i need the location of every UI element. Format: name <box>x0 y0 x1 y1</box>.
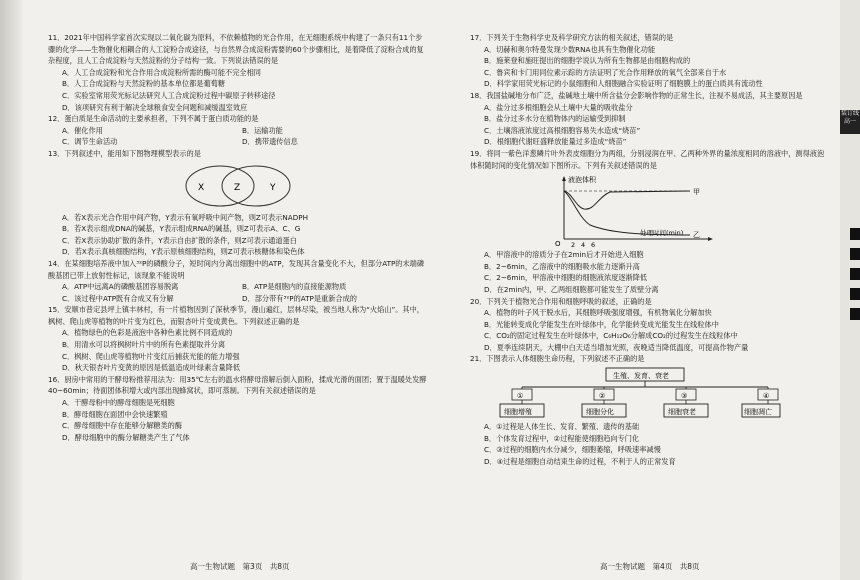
tree-num-1: ① <box>517 392 524 401</box>
tree-num-2: ② <box>599 392 606 401</box>
label-jia: 甲 <box>693 188 700 197</box>
option-19b: B．2~6min，乙溶液中的细胞吸水能力逐渐升高 <box>484 261 640 271</box>
option-21b: B．个体发育过程中，②过程能使细胞趋向专门化 <box>484 433 640 443</box>
venn-label-y: Y <box>270 182 276 193</box>
option-11a: A．人工合成淀粉和光合作用合成淀粉所需的酶可能不完全相同 <box>62 67 261 77</box>
question-11: 11．2021年中国科学家首次实现以二氧化碳为原料，不依赖植物的光合作用，在无细胞系统中构建了一条只有11个步骤的化学——生物催化相耦合的人工淀粉合成途径，与自然界合成淀粉需要的60个步骤相比，是着降低了淀粉合成的复杂程度，且人工合成淀粉与天然淀粉的分子结构一致。下列说法错误的是 <box>48 33 424 66</box>
option-12d: D．携带遗传信息 <box>242 137 298 147</box>
tick-4: 4 <box>581 241 586 250</box>
tick-2: 2 <box>571 241 576 250</box>
option-12a: A．催化作用 <box>62 125 103 135</box>
vacuole-volume-graph <box>550 173 720 250</box>
option-15b: B．用清水可以将枫树叶片中的所有色素提取并分离 <box>62 340 226 350</box>
question-17: 17．下列关于生物科学史及科学研究方法的相关叙述，错误的是 <box>470 33 674 42</box>
curve-jia <box>564 191 690 209</box>
option-18b: B．盐分过多水分在植物体内的运输受到抑制 <box>484 114 626 124</box>
option-13a: A．若X表示光合作用中间产物，Y表示有氧呼吸中间产物，则Z可表示NADPH <box>62 212 308 222</box>
question-21: 21．下图表示人体细胞生命历程，下列叙述不正确的是 <box>470 354 645 364</box>
edge-tab <box>850 228 860 240</box>
tree-label-1: 细胞增殖 <box>504 408 532 417</box>
option-16b: B．酵母细胞在面团中会快速繁殖 <box>62 409 168 419</box>
option-14b: B．ATP是细胞内的直接能源物质 <box>242 282 347 292</box>
option-15d: D．秋天银杏叶片变黄的原因是低温造成叶绿素含量降低 <box>62 363 241 373</box>
graph-xlabel: 处理时间(min) <box>640 229 684 238</box>
option-11b: B．人工合成淀粉与天然淀粉的基本单位都是葡萄糖 <box>62 79 226 89</box>
venn-diagram <box>178 162 298 210</box>
venn-circle-x <box>186 166 254 206</box>
question-20: 20．下列关于植物光合作用和细胞呼吸的叙述，正确的是 <box>470 296 652 306</box>
option-20a: A．植物的叶子风干脱水后，其细胞呼吸强度增强，有机物氧化分解加快 <box>484 308 712 318</box>
options-12-row2 <box>62 136 428 148</box>
edge-tab <box>850 248 860 260</box>
option-13c: C．若X表示协助扩散的条件，Y表示自由扩散的条件，则Z可表示通道蛋白 <box>62 235 297 245</box>
cell-life-diagram <box>504 367 780 419</box>
scan-left-shadow <box>0 0 22 580</box>
tree-label-3: 细胞衰老 <box>668 408 696 417</box>
right-column <box>470 32 830 467</box>
option-11d: D．该项研究有利于解决全球粮食安全问题和减缓温室效应 <box>62 102 248 112</box>
option-17d: D．科学家用荧光标记的小鼠细胞和人细胞融合实验证明了细胞膜上的蛋白质具有流动性 <box>484 79 763 89</box>
option-20b: B．光能转变成化学能发生在叶绿体中，化学能转变成光能发生在线粒体中 <box>484 319 719 329</box>
option-18a: A．盐分过多根细胞会从土壤中大量的吸收盐分 <box>484 102 633 112</box>
venn-circle-y <box>222 166 290 206</box>
option-21c: C．③过程的细胞内水分减少，细胞萎缩，呼吸速率减慢 <box>484 445 661 455</box>
option-11c: C．实验室常用荧光标记法研究人工合成淀粉过程中碳原子转移途径 <box>62 90 276 100</box>
venn-label-z: Z <box>234 182 241 193</box>
edge-tab <box>850 288 860 300</box>
option-17c: C．鲁宾和卡门用同位素示踪的方法证明了光合作用释放的氧气全部来自于水 <box>484 67 727 77</box>
page-footer-right: 高一生物试题 第4页 共8页 <box>600 562 700 571</box>
option-21a: A．①过程是人体生长、发育、繁殖、遗传的基础 <box>484 422 640 432</box>
option-14a: A．ATP中远离A的磷酸基团容易脱离 <box>62 282 179 292</box>
options-14-row1 <box>62 281 428 293</box>
option-16c: C．酵母细胞中存在能够分解糖类的酶 <box>62 421 183 431</box>
tree-root-label: 生殖、发育、衰老 <box>613 372 669 381</box>
option-16d: D．酵母细胞中的酶分解糖类产生了气体 <box>62 432 190 442</box>
option-18d: D．根细胞代谢旺盛释放能量过多造成“烧苗” <box>484 137 627 147</box>
graph-origin: O <box>555 240 561 249</box>
question-18: 18．我国盐碱地分布广泛，盐碱地土壤中所含盐分会影响作物的正常生长，注视不易成活，其主要原因是 <box>470 90 803 100</box>
option-17b: B．施莱登和施旺提出的细胞学说认为所有生物都是由细胞构成的 <box>484 56 691 66</box>
option-12c: C．调节生命活动 <box>62 137 118 147</box>
label-yi: 乙 <box>693 231 700 240</box>
option-15a: A．植物绿色的色彩是液泡中各种色素比例不同造成的 <box>62 328 233 338</box>
venn-label-x: X <box>198 182 205 193</box>
question-19: 19．将同一紫色洋葱鳞片叶外表皮细胞分为两组，分别浸润在甲、乙两种外界的量浓度相同的溶液中，测得液泡体积随时间的变化情况如下图所示。下列有关叙述错误的是 <box>470 148 825 170</box>
question-15: 15．安顺市普定县坪上镇丰林村，有一片植物因到了深秋季节，漫山遍红，层林尽染，被当地人称为“火焰山”。其中，枫树、爬山虎等植物的叶片变为红色，而银杏叶片变成黄色。下列叙述正确的是 <box>48 305 424 326</box>
option-18c: C．土壤溶液浓度过高根细胞容易失水造成“烧苗” <box>484 125 641 135</box>
option-20d: D．夏季连续阴天，大棚中白天适当增加光照，夜晚适当降低温度，可提高作物产量 <box>484 342 749 352</box>
option-13b: B．若X表示组成DNA的碱基，Y表示组成RNA的碱基，则Z可表示A、C、G <box>62 224 301 234</box>
edge-tab <box>850 308 860 320</box>
tree-num-3: ③ <box>681 392 688 401</box>
binding-label: 装订线 高一 <box>840 110 860 134</box>
question-12: 12．蛋白质是生命活动的主要承担者，下列不属于蛋白质功能的是 <box>48 114 259 124</box>
options-14-row2 <box>62 293 428 305</box>
question-14: 14．在某细胞培养液中加入³²P的磷酸分子，短时间内分离出细胞中的ATP，发现其含量变化不大，但部分ATP的末端磷酸基团已带上放射性标记，该现象不能说明 <box>48 258 425 280</box>
tree-label-4: 细胞凋亡 <box>744 408 772 417</box>
tree-num-4: ④ <box>763 392 770 401</box>
tick-6: 6 <box>591 241 596 250</box>
option-21d: D．④过程是细胞自动结束生命的过程，不利于人的正常发育 <box>484 456 676 466</box>
page-footer-left: 高一生物试题 第3页 共8页 <box>190 562 290 571</box>
graph-ylabel: 液泡体积 <box>568 176 596 185</box>
option-15c: C．枫树、爬山虎等植物叶片变红后捕获光能的能力增强 <box>62 351 240 361</box>
left-column <box>48 32 428 443</box>
question-13: 13．下列叙述中，能用如下图物理模型表示的是 <box>48 148 201 158</box>
option-13d: D．若X表示真核细胞结构，Y表示原核细胞结构，则Z可表示核糖体和染色体 <box>62 247 305 257</box>
options-12-row1 <box>62 125 428 137</box>
y-axis-arrow <box>562 176 566 181</box>
option-19a: A．甲溶液中的溶质分子在2min后才开始进入细胞 <box>484 250 644 260</box>
option-14d: D．部分带有³²P的ATP是重新合成的 <box>242 293 357 303</box>
option-20c: C．CO₂的固定过程发生在叶绿体中，C₆H₁₂O₆分解成CO₂的过程发生在线粒体中 <box>484 331 738 341</box>
option-16a: A．干酵母粉中的酵母细胞是死细胞 <box>62 398 175 408</box>
option-19d: D．在2min内，甲、乙两组细胞都可能发生了质壁分离 <box>484 284 659 294</box>
option-12b: B．运输功能 <box>242 125 283 135</box>
edge-tab <box>850 268 860 280</box>
question-16: 16．厨房中常用的干酵母粉推荐用法为：用35℃左右的温水将酵母溶解后倒入面粉，揉成光滑的面团；置于温暖处发酵40~60min；待面团体积增大或内部出现蜂窝状，即可蒸制。下列有关叙述错误的是 <box>48 374 427 396</box>
option-17a: A．切赫和奥尔特曼发现少数RNA也具有生物催化功能 <box>484 44 656 54</box>
tree-label-2: 细胞分化 <box>586 408 614 417</box>
option-19c: C．2~6min，甲溶液中细胞的细胞液浓度逐渐降低 <box>484 273 648 283</box>
option-14c: C．该过程中ATP既有合成又有分解 <box>62 293 174 303</box>
x-axis-arrow <box>708 237 713 241</box>
